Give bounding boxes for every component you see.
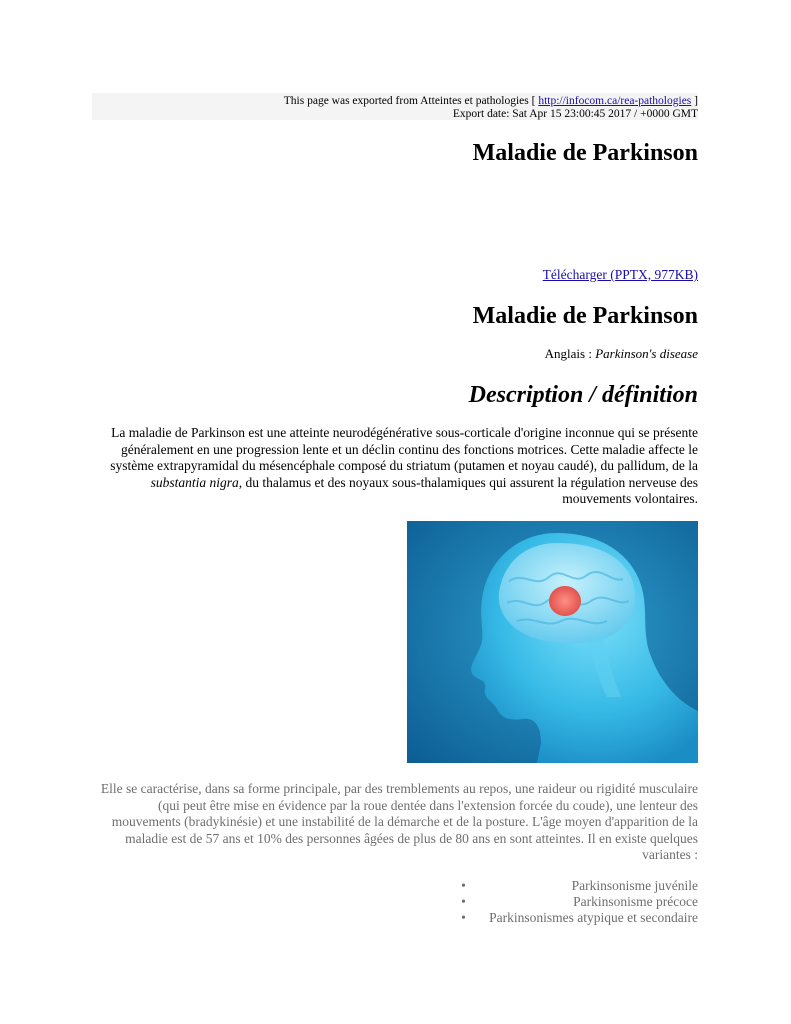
para1-line [106,475,698,492]
para1-line: système extrapyramidal du mésencéphale composé du striatum (putamen et noyau caudé), du pallidum, de la [110,458,698,474]
article-title: Maladie de Parkinson [472,303,698,329]
export-date: Export date: Sat Apr 15 23:00:45 2017 / +0000 GMT [452,107,698,120]
export-source-suffix: ] [691,95,698,107]
symptoms-paragraph [92,781,698,864]
english-name [545,346,698,362]
page-title: Maladie de Parkinson [472,140,698,166]
list-item [461,878,698,894]
bullet-icon: • [461,894,466,909]
variant-label: Parkinsonisme juvénile [571,878,698,893]
para1-line: mouvements volontaires. [562,491,698,507]
section-heading: Description / définition [468,382,698,408]
english-term: Parkinson's disease [595,346,698,361]
para2-line: Elle se caractérise, dans sa forme principale, par des tremblements au repos, une raideur ou rigidité musculaire [100,781,698,796]
para2-line: variantes : [642,847,698,863]
export-info [284,95,698,120]
para1-line: généralement en une progression lente et un déclin continu des fonctions motrices. Cette maladie affecte le [120,441,698,457]
variants-list [461,878,698,926]
para2-line: mouvements (bradykinésie) et une instabilité de la démarche et de la posture. L'âge moyen d'apparition de la [111,814,698,830]
list-item [461,910,698,926]
head-brain-image [407,521,698,763]
list-item [461,894,698,910]
bullet-icon: • [461,910,466,925]
definition-paragraph [106,425,698,508]
brain-illustration [407,521,698,763]
export-source-line [284,95,698,108]
bullet-icon: • [461,878,466,893]
latin-term: substantia nigra [150,474,239,490]
para1-line: La maladie de Parkinson est une atteinte neurodégénérative sous-corticale d'origine inconnue qui se présente [111,425,698,440]
export-source-label: This page was exported from Atteintes et pathologies [ [283,95,539,107]
english-label: Anglais : [544,346,596,361]
download-link[interactable]: Télécharger (PPTX, 977KB) [542,267,698,282]
source-link[interactable]: http://infocom.ca/rea-pathologies [538,95,692,107]
variant-label: Parkinsonismes atypique et secondaire [489,910,698,925]
para1-line-rest: , du thalamus et des noyaux sous-thalamiques qui assurent la régulation nerveuse des [238,474,698,490]
variant-label: Parkinsonisme précoce [573,894,698,909]
para2-line: maladie est de 57 ans et 10% des personnes âgées de plus de 80 ans en sont atteintes. Il en existe quelques [125,830,698,846]
para2-line: (qui peut être mise en évidence par la roue dentée dans l'extension forcée du coude), une lenteur des [158,797,698,813]
